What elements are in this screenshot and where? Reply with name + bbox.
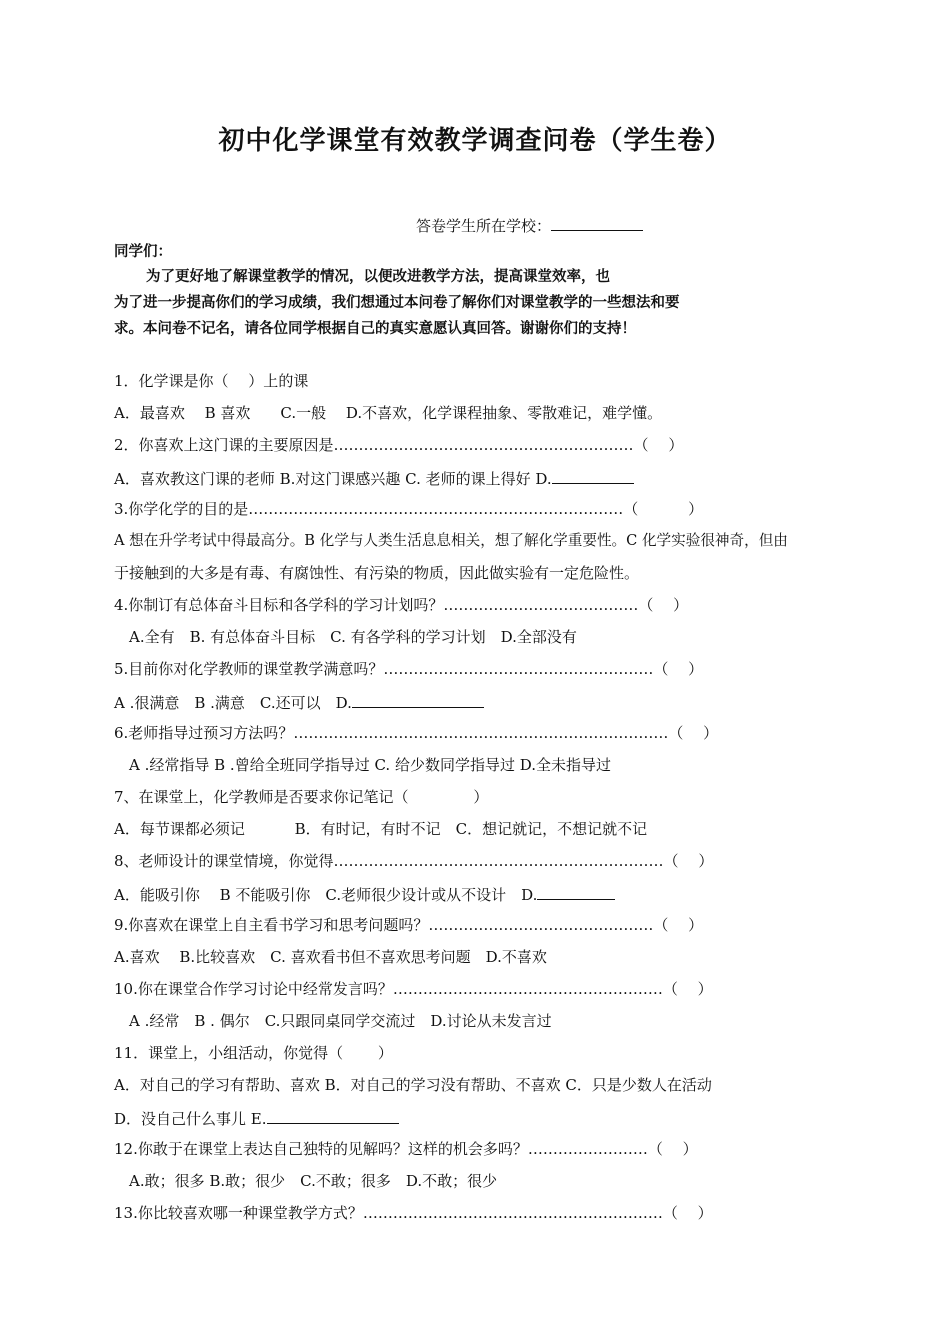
question-11-options-b: D．没自己什么事儿 E. bbox=[114, 1107, 399, 1129]
question-8-options: A．能吸引你 B 不能吸引你 C.老师很少设计或从不设计 D. bbox=[114, 883, 615, 905]
greeting: 同学们： bbox=[114, 243, 172, 260]
question-1-options: A．最喜欢 B 喜欢 C.一般 D.不喜欢，化学课程抽象、零散难记，难学懂。 bbox=[114, 404, 663, 422]
question-2: 2．你喜欢上这门课的主要原因是……………………………………………………（ ） bbox=[114, 436, 684, 454]
answer-blank[interactable] bbox=[352, 691, 484, 708]
question-6: 6.老师指导过预习方法吗？…………………………………………………………………（ ） bbox=[114, 724, 719, 742]
question-5-options: A .很满意 B .满意 C.还可以 D. bbox=[114, 691, 484, 713]
question-9-options: A.喜欢 B.比较喜欢 C. 喜欢看书但不喜欢思考问题 D.不喜欢 bbox=[114, 948, 547, 966]
question-7: 7、在课堂上，化学教师是否要求你记笔记（ ） bbox=[114, 788, 489, 806]
question-7-options: A．每节课都必须记 B．有时记，有时不记 C．想记就记，不想记就不记 bbox=[114, 820, 648, 838]
question-3-options-a: A 想在升学考试中得最高分。B 化学与人类生活息息相关，想了解化学重要性。C 化学实验很神奇，但由 bbox=[114, 532, 788, 549]
question-5: 5.目前你对化学教师的课堂教学满意吗？………………………………………………（ ） bbox=[114, 660, 704, 678]
intro-line-1: 为了更好地了解课堂教学的情况，以便改进教学方法，提高课堂效率，也 bbox=[146, 268, 610, 285]
question-11-options-a: A．对自己的学习有帮助、喜欢 B．对自己的学习没有帮助、不喜欢 C．只是少数人在活动 bbox=[114, 1076, 712, 1094]
question-4: 4.你制订有总体奋斗目标和各学科的学习计划吗？…………………………………（ ） bbox=[114, 596, 689, 614]
answer-blank[interactable] bbox=[267, 1107, 399, 1124]
question-12-options: A.敢；很多 B.敢；很少 C.不敢；很多 D.不敢；很少 bbox=[114, 1172, 498, 1190]
school-label: 答卷学生所在学校： bbox=[416, 217, 552, 235]
question-3: 3.你学化学的目的是…………………………………………………………………（ ） bbox=[114, 500, 704, 518]
question-13: 13.你比较喜欢哪一种课堂教学方式？……………………………………………………（ ） bbox=[114, 1204, 713, 1222]
question-6-options: A .经常指导 B .曾给全班同学指导过 C. 给少数同学指导过 D.全未指导过 bbox=[114, 756, 611, 774]
question-10: 10.你在课堂合作学习讨论中经常发言吗？………………………………………………（ ） bbox=[114, 980, 713, 998]
page-title: 初中化学课堂有效教学调查问卷（学生卷） bbox=[218, 126, 732, 156]
question-3-options-b: 于接触到的大多是有毒、有腐蚀性、有污染的物质，因此做实验有一定危险性。 bbox=[114, 564, 640, 582]
question-12: 12.你敢于在课堂上表达自己独特的见解吗？这样的机会多吗？……………………（ ） bbox=[114, 1140, 698, 1158]
question-9: 9.你喜欢在课堂上自主看书学习和思考问题吗？………………………………………（ ） bbox=[114, 916, 704, 934]
intro-line-2: 为了进一步提高你们的学习成绩，我们想通过本问卷了解你们对课堂教学的一些想法和要 bbox=[114, 294, 680, 311]
question-1: 1．化学课是你（ ）上的课 bbox=[114, 372, 309, 390]
question-2-options: A．喜欢教这门课的老师 B.对这门课感兴趣 C. 老师的课上得好 D. bbox=[114, 467, 634, 489]
school-blank[interactable] bbox=[551, 214, 643, 231]
question-11: 11．课堂上，小组活动，你觉得（ ） bbox=[114, 1044, 393, 1062]
question-8: 8、老师设计的课堂情境，你觉得…………………………………………………………（ ） bbox=[114, 852, 714, 870]
intro-line-3: 求。本问卷不记名，请各位同学根据自己的真实意愿认真回答。谢谢你们的支持！ bbox=[114, 320, 636, 337]
question-10-options: A .经常 B . 偶尔 C.只跟同桌同学交流过 D.讨论从未发言过 bbox=[114, 1012, 552, 1030]
answer-blank[interactable] bbox=[552, 467, 634, 484]
answer-blank[interactable] bbox=[537, 883, 615, 900]
school-field bbox=[416, 214, 643, 236]
question-4-options: A.全有 B. 有总体奋斗目标 C. 有各学科的学习计划 D.全部没有 bbox=[114, 628, 577, 646]
